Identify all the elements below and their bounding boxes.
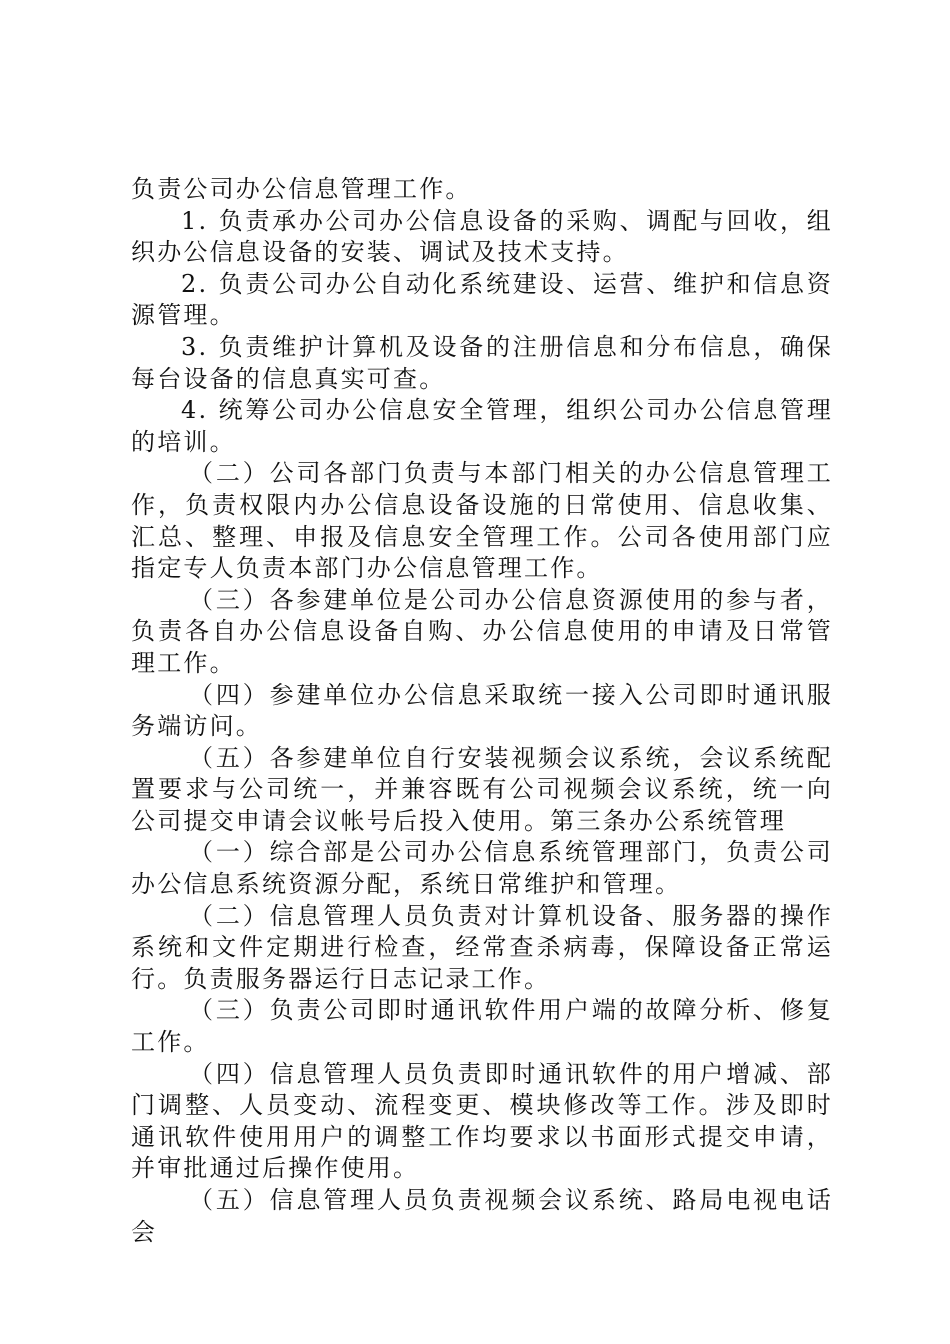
paragraph-item-1: 1. 负责承办公司办公信息设备的采购、调配与回收，组织办公信息设备的安装、调试及技术支持。 — [131, 206, 833, 267]
document-body — [131, 174, 833, 1248]
paragraph-article3-5: （五）信息管理人员负责视频会议系统、路局电视电话会 — [131, 1186, 833, 1246]
paragraph-item-3: 3. 负责维护计算机及设备的注册信息和分布信息，确保每台设备的信息真实可查。 — [131, 332, 833, 393]
paragraph-section-4: （四）参建单位办公信息采取统一接入公司即时通讯服务端访问。 — [131, 680, 833, 741]
paragraph-item-2: 2. 负责公司办公自动化系统建设、运营、维护和信息资源管理。 — [131, 269, 833, 330]
paragraph-article3-1: （一）综合部是公司办公信息系统管理部门，负责公司办公信息系统资源分配，系统日常维护和管理。 — [131, 838, 833, 899]
paragraph-article3-3: （三）负责公司即时通讯软件用户端的故障分析、修复工作。 — [131, 996, 833, 1057]
paragraph-article3-4: （四）信息管理人员负责即时通讯软件的用户增减、部门调整、人员变动、流程变更、模块修改等工作。涉及即时通讯软件使用用户的调整工作均要求以书面形式提交申请，并审批通过后操作使用。 — [131, 1059, 833, 1183]
paragraph-section-5: （五）各参建单位自行安装视频会议系统，会议系统配置要求与公司统一，并兼容既有公司视频会议系统，统一向公司提交申请会议帐号后投入使用。第三条办公系统管理 — [131, 743, 833, 835]
paragraph-article3-2: （二）信息管理人员负责对计算机设备、服务器的操作系统和文件定期进行检查，经常查杀病毒，保障设备正常运行。负责服务器运行日志记录工作。 — [131, 901, 833, 993]
paragraph-intro: 负责公司办公信息管理工作。 — [131, 175, 472, 203]
paragraph-item-4: 4. 统筹公司办公信息安全管理，组织公司办公信息管理的培训。 — [131, 396, 833, 456]
paragraph-section-3: （三）各参建单位是公司办公信息资源使用的参与者，负责各自办公信息设备自购、办公信息使用的申请及日常管理工作。 — [131, 585, 833, 677]
paragraph-section-2: （二）公司各部门负责与本部门相关的办公信息管理工作，负责权限内办公信息设备设施的日常使用、信息收集、汇总、整理、申报及信息安全管理工作。公司各使用部门应指定专人负责本部门办公信息管理工作。 — [131, 459, 833, 583]
